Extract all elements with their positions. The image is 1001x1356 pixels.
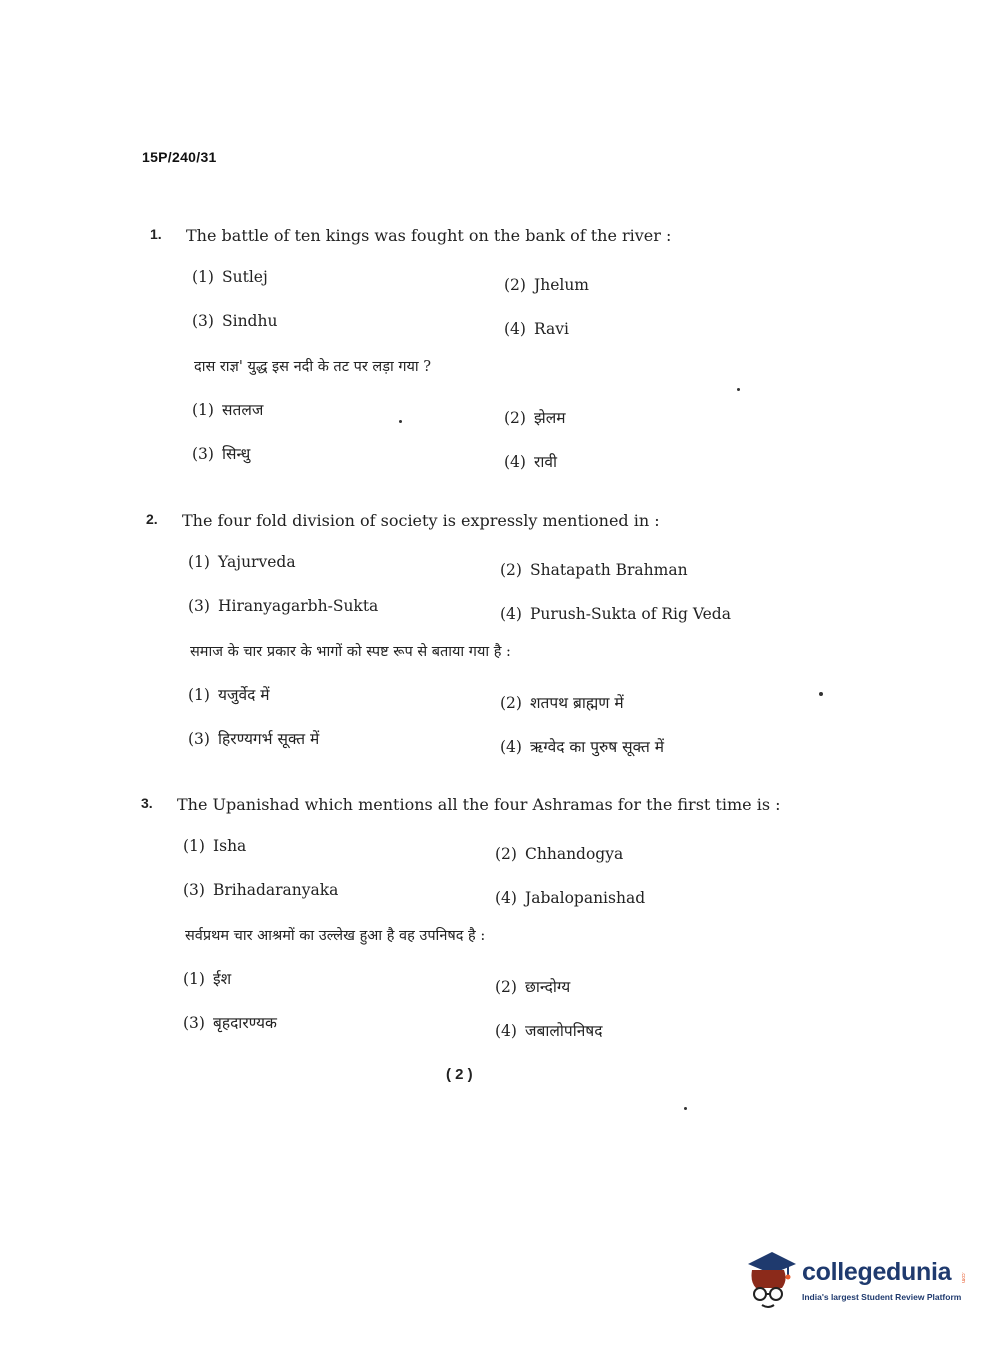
option-3-hindi: (3) बृहदारण्यक: [183, 1014, 277, 1032]
option-2-hindi: (2) झेलम: [504, 409, 566, 427]
scan-speck: [399, 420, 402, 423]
question-text: The four fold division of society is expressly mentioned in :: [182, 511, 660, 530]
option-1-hindi: (1) सतलज: [192, 401, 264, 419]
option-1-hindi: (1) यजुर्वेद में: [188, 686, 270, 704]
options-english: [186, 268, 786, 356]
question-text: The Upanishad which mentions all the four Ashramas for the first time is :: [177, 795, 781, 814]
option-2: (2) Shatapath Brahman: [500, 561, 688, 579]
option-4: (4) Purush-Sukta of Rig Veda: [500, 605, 731, 623]
options-hindi: [186, 398, 786, 486]
collegedunia-logo: [742, 1248, 972, 1312]
question-text-hindi: सर्वप्रथम चार आश्रमों का उल्लेख हुआ है वह उपनिषद है :: [185, 928, 486, 944]
question-3: [141, 795, 781, 1055]
options-english: [177, 837, 777, 925]
options-hindi: [182, 683, 782, 771]
option-3-hindi: (3) सिन्धु: [192, 445, 251, 463]
option-2: (2) Jhelum: [504, 276, 590, 294]
scan-speck: [737, 388, 740, 391]
scan-speck: [819, 692, 823, 696]
question-text-hindi: दास राज्ञ' युद्ध इस नदी के तट पर लड़ा गया ?: [194, 359, 432, 375]
option-2-hindi: (2) छान्दोग्य: [495, 978, 571, 996]
option-3: (3) Brihadaranyaka: [183, 881, 339, 899]
page-number: ( 2 ): [446, 1066, 473, 1083]
collegedunia-mascot-icon: [742, 1248, 798, 1312]
question-number: 2.: [146, 511, 158, 527]
question-1: [150, 226, 790, 486]
question-text-hindi: समाज के चार प्रकार के भागों को स्पष्ट रूप से बताया गया है :: [190, 644, 511, 660]
scan-speck: [684, 1107, 687, 1110]
option-4-hindi: (4) जबालोपनिषद: [495, 1022, 603, 1040]
question-number: 3.: [141, 795, 153, 811]
question-2: [146, 511, 786, 771]
question-text: The battle of ten kings was fought on the bank of the river :: [186, 226, 672, 245]
option-3: (3) Hiranyagarbh-Sukta: [188, 597, 379, 615]
option-3: (3) Sindhu: [192, 312, 278, 330]
option-4-hindi: (4) रावी: [504, 453, 557, 471]
logo-domain: .com: [960, 1272, 966, 1283]
option-2: (2) Chhandogya: [495, 845, 624, 863]
option-4-hindi: (4) ऋग्वेद का पुरुष सूक्त में: [500, 738, 664, 756]
logo-tagline: India's largest Student Review Platform: [802, 1292, 962, 1302]
option-4: (4) Ravi: [504, 320, 569, 338]
option-1: (1) Yajurveda: [188, 553, 296, 571]
logo-wordmark: collegedunia: [802, 1258, 952, 1286]
options-hindi: [177, 967, 777, 1055]
options-english: [182, 553, 782, 641]
question-number: 1.: [150, 226, 162, 242]
option-4: (4) Jabalopanishad: [495, 889, 646, 907]
option-1: (1) Isha: [183, 837, 247, 855]
option-1-hindi: (1) ईश: [183, 970, 232, 988]
option-2-hindi: (2) शतपथ ब्राह्मण में: [500, 694, 624, 712]
option-3-hindi: (3) हिरण्यगर्भ सूक्त में: [188, 730, 320, 748]
option-1: (1) Sutlej: [192, 268, 268, 286]
paper-code: 15P/240/31: [142, 149, 217, 165]
